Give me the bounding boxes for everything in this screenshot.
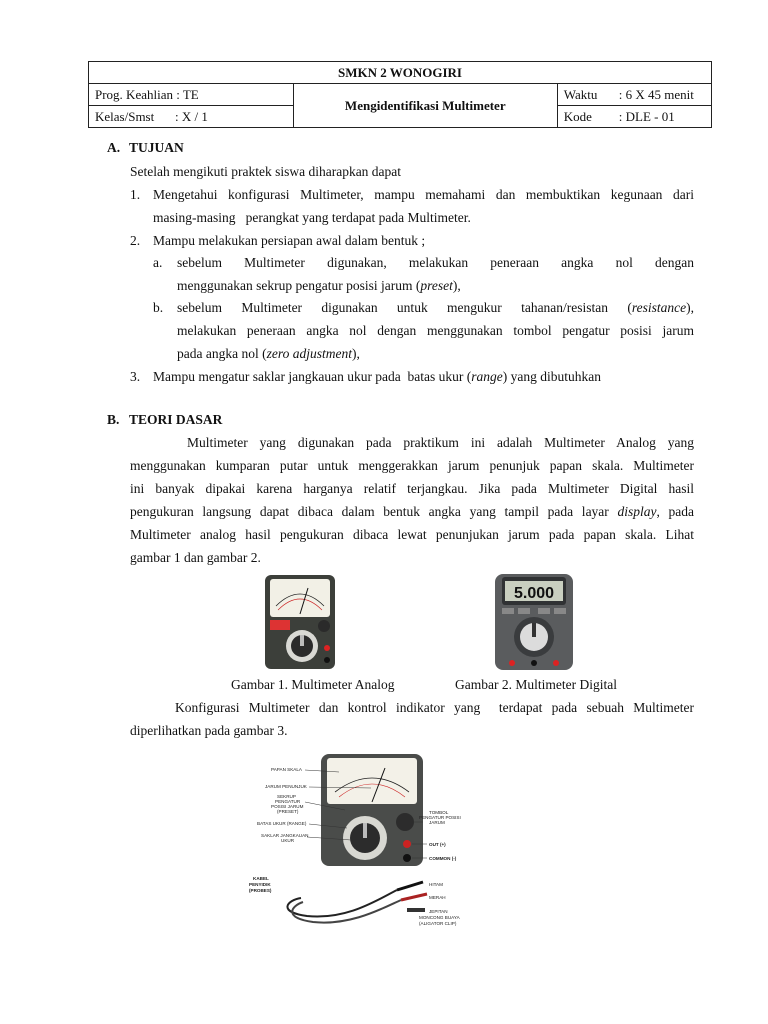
para2-line1: Konfigurasi Multimeter dan kontrol indikator yang terdapat pada sebuah Multimeter [175,700,694,715]
time-cell [557,84,711,106]
sub-a-line2-text: menggunakan sekrup pengatur posisi jarum ( [177,278,421,293]
sub-b-line1-end: ), [686,300,694,315]
section-a-heading: TUJUAN [129,140,184,155]
time-label: Waktu [563,86,598,102]
analog-scale [270,579,330,617]
section-a-letter: A. [107,140,121,155]
code-cell [557,106,711,128]
section-b-title [107,412,222,428]
figure3-multimeter-diagram [247,750,481,938]
class-label: Kelas/Smst [95,108,155,124]
sub-b-line3-italic: zero adjustment [266,346,352,361]
fig3-label-probes: (PROBES) [249,888,272,893]
para1-line4 [130,500,694,523]
sub-a-letter: a. [153,255,163,270]
code-label: Kode [563,108,592,124]
fig3-label-preset: (PRESET) [277,809,299,814]
para2-line2: diperlihatkan pada gambar 3. [130,723,288,738]
para1-line5: Multimeter analog hasil pengukuran dibaca lewat penunjukan jarum pada papan skala. Lihat [130,527,694,542]
fig3-label-pengatur: PENGATUR [275,799,301,804]
school-name: SMKN 2 WONOGIRI [89,62,712,84]
fig3-label-saklar: SAKLAR JANGKAUAN [261,833,309,838]
fig3-clip [407,908,425,912]
fig3-label-moncong: MONCONG BUAYA [419,915,460,920]
fig3-label-jepitan: JEPITAN [429,909,448,914]
fig3-probe-cable-black [287,890,397,917]
para1-line4-text: pengukuran langsung dapat dibaca dalam bentuk angka yang tampil pada layar [130,504,618,519]
item2-text: Mampu melakukan persiapan awal dalam bentuk ; [153,233,426,248]
fig3-label-kabel: KABEL [253,876,269,881]
fig3-label-clip: (ALIGATOR CLIP) [419,921,457,926]
analog-zero-knob[interactable] [318,620,330,632]
fig3-label-papan-skala: PAPAN SKALA [271,767,302,772]
para1-line2: menggunakan kumparan putar untuk menggerakkan jarum penunjuk papan skala. Multimeter [130,458,694,473]
fig3-probe-black [397,882,423,890]
digital-jack-red-2[interactable] [553,660,559,666]
program-cell: Prog. Keahlian : TE [89,84,294,106]
sub-a-line2 [177,274,461,297]
header-table [88,61,712,128]
section-b-letter: B. [107,412,120,427]
item1-line1: Mengetahui konfigurasi Multimeter, mampu memahami dan membuktikan kegunaan dari [153,187,694,202]
class-value: : X / 1 [175,108,208,124]
section-a-intro: Setelah mengikuti praktek siswa diharapkan dapat [130,164,402,179]
fig3-label-tombol: TOMBOL [429,810,449,815]
fig3-label-jarum-right: JARUM [429,820,445,825]
fig3-probe-cable-red [292,900,401,923]
section-a-title [107,140,184,156]
fig3-label-hitam: HITAM [429,882,443,887]
sub-b-line1-text: sebelum Multimeter digunakan untuk mengukur tahanan/resistan ( [177,300,632,315]
fig3-scale [327,758,417,804]
para1-line6: gambar 1 dan gambar 2. [130,550,261,565]
caption-figure2: Gambar 2. Multimeter Digital [455,677,617,692]
sub-b-line3-text: pada angka nol ( [177,346,267,361]
item3-italic: range [471,369,503,384]
fig3-label-pengatur-posisi: PENGATUR POSISI [419,815,461,820]
item2-num: 2. [130,233,141,248]
sub-b-italic: resistance [631,300,687,315]
sub-a-italic: preset [420,278,453,293]
fig3-label-jarum: JARUM PENUNJUK [265,784,307,789]
item3-num: 3. [130,369,141,384]
sub-b-line1 [177,296,694,319]
code-value: : DLE - 01 [618,108,675,124]
sub-b-line3 [177,342,360,365]
digital-display-value: 5.000 [513,585,555,602]
analog-multimeter-image [264,574,336,670]
para1-line1: Multimeter yang digunakan pada praktikum ini adalah Multimeter Analog yang [187,435,694,450]
fig3-probe-red [401,894,427,900]
sub-b-line2: melakukan peneraan angka nol dengan menggunakan tombol pengatur posisi jarum [177,323,694,338]
fig3-label-out: OUT (+) [429,842,446,847]
time-value: : 6 X 45 menit [618,86,694,102]
caption-figure1: Gambar 1. Multimeter Analog [231,677,395,692]
sub-a-line1: sebelum Multimeter digunakan, melakukan peneraan angka nol dengan [177,255,694,270]
display-italic: display [617,504,657,519]
sub-b-line3-end: ), [351,346,360,361]
topic-title: Mengidentifikasi Multimeter [293,84,557,128]
fig3-label-merah: MERAH [429,895,446,900]
item3-text [153,365,601,388]
item1-num: 1. [130,187,141,202]
fig3-out-jack[interactable] [403,840,411,848]
fig3-common-jack[interactable] [403,854,411,862]
analog-jack-red[interactable] [324,645,330,651]
fig3-label-common: COMMON (-) [429,856,457,861]
class-cell [89,106,294,128]
fig3-label-ukur: UKUR [281,838,295,843]
fig3-zero-knob[interactable] [396,813,414,831]
analog-label-red [270,620,290,630]
digital-jack-red[interactable] [509,660,515,666]
fig3-label-penyidik: PENYIDIK [249,882,271,887]
fig3-label-sekrup: SEKRUP [277,794,296,799]
item1-line2: masing-masing perangkat yang terdapat pada Multimeter. [153,210,471,225]
para1-line3: ini banyak dipakai karena harganya relatif terjangkau. Jika pada Multimeter Digital hasil [130,481,694,496]
digital-multimeter-image [494,573,574,671]
para1-line4-end: , pada [656,504,694,519]
item3-text-post: ) yang dibutuhkan [502,369,602,384]
sub-a-line2-end: ), [452,278,461,293]
digital-jack-black[interactable] [531,660,537,666]
sub-b-letter: b. [153,300,164,315]
item3-text-pre: Mampu mengatur saklar jangkauan ukur pada batas ukur ( [153,369,472,384]
fig3-label-batas-ukur: BATAS UKUR (RANGE) [257,821,307,826]
section-b-heading: TEORI DASAR [129,412,223,427]
fig3-label-posisi-jarum: POSISI JARUM [271,804,304,809]
analog-jack-black[interactable] [324,657,330,663]
